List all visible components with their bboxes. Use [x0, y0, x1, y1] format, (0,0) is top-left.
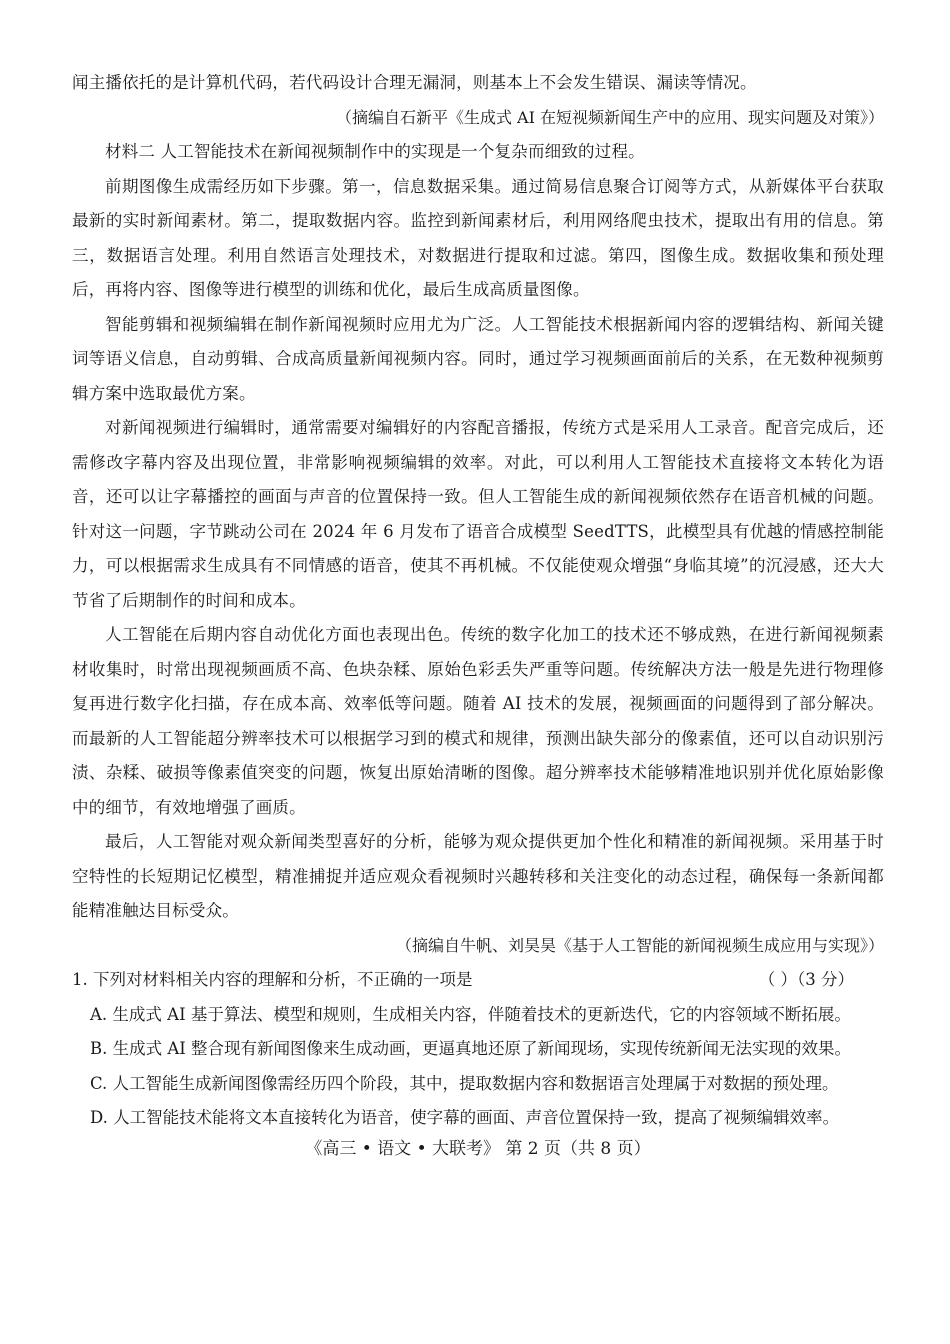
paragraph-post-optimization: 人工智能在后期内容自动优化方面也表现出色。传统的数字化加工的技术还不够成熟，在进行新闻视频素材收集时，时常出现视频画质不高、色块杂糅、原始色彩丢失严重等问题。传统解决方法一般是先进行物理修复再进行数字化扫描，存在成本高、效率低等问题。随着 AI 技术的发展，视频画面的问题得到了部分解决。而最新的人工智能超分辨率技术可以根据学习到的模式和规律，预测出缺失部分的像素值，还可以自动识别污渍、杂糅、破损等像素值突变的问题，恢复出原始清晰的图像。超分辨率技术能够精准地识别并优化原始影像中的细节，有效地增强了画质。 [72, 625, 884, 817]
option-a: A. 生成式 AI 基于算法、模型和规则，生成相关内容，伴随着技术的更新迭代，它的内容领域不断拓展。 [90, 1004, 851, 1024]
paragraph-smart-editing: 智能剪辑和视频编辑在制作新闻视频时应用尤为广泛。人工智能技术根据新闻内容的逻辑结构、新闻关键词等语义信息，自动剪辑、合成高质量新闻视频内容。同时，通过学习视频画面前后的关系，在无数种视频剪辑方案中选取最优方案。 [72, 314, 884, 403]
page-footer: 《高三 • 语文 • 大联考》 第 2 页（共 8 页） [305, 1138, 651, 1159]
option-c: C. 人工智能生成新闻图像需经历四个阶段，其中，提取数据内容和数据语言处理属于对数据的预处理。 [90, 1073, 839, 1093]
paragraph-voice-dubbing: 对新闻视频进行编辑时，通常需要对编辑好的内容配音播报，传统方式是采用人工录音。配音完成后，还需修改字幕内容及出现位置，非常影响视频编辑的效率。对此，可以利用人工智能技术直接将文本转化为语音，还可以让字幕播控的画面与声音的位置保持一致。但人工智能生成的新闻视频依然存在语音机械的问题。针对这一问题，字节跳动公司在 2024 年 6 月发布了语音合成模型 SeedTTS，此模型具有优越的情感控制能力，可以根据需求生成具有不同情感的语音，使其不再机械。不仅能使观众增强“身临其境”的沉浸感，还大大节省了后期制作的时间和成本。 [72, 418, 884, 610]
source-citation-2: （摘编自牛帆、刘昊昊《基于人工智能的新闻视频生成应用与实现》） [395, 935, 884, 955]
paragraph-image-generation: 前期图像生成需经历如下步骤。第一，信息数据采集。通过简易信息聚合订阅等方式，从新媒体平台获取最新的实时新闻素材。第二，提取数据内容。监控到新闻素材后，利用网络爬虫技术，提取出有用的信息。第三，数据语言处理。利用自然语言处理技术，对数据进行提取和过滤。第四，图像生成。数据收集和预处理后，再将内容、图像等进行模型的训练和优化，最后生成高质量图像。 [72, 176, 884, 299]
source-citation-1: （摘编自石新平《生成式 AI 在短视频新闻生产中的应用、现实问题及对策》） [335, 107, 884, 127]
paragraph-continued: 闻主播依托的是计算机代码，若代码设计合理无漏洞，则基本上不会发生错误、漏读等情况。 [72, 73, 757, 92]
material-2-title: 材料二 人工智能技术在新闻视频制作中的实现是一个复杂而细致的过程。 [105, 142, 645, 161]
question-1-text: 1. 下列对材料相关内容的理解和分析，不正确的一项是 [72, 970, 473, 989]
option-d: D. 人工智能技术能将文本直接转化为语音，使字幕的画面、声音位置保持一致，提高了视频编辑效率。 [90, 1108, 840, 1127]
paragraph-audience-analysis: 最后，人工智能对观众新闻类型喜好的分析，能够为观众提供更加个性化和精准的新闻视频。采用基于时空特性的长短期记忆模型，精准捕捉并适应观众看视频时兴趣转移和关注变化的动态过程，确保每一条新闻都能精准触达目标受众。 [72, 832, 884, 920]
question-1-answer-blank: （ ）（3 分） [758, 970, 854, 989]
question-1-stem [72, 963, 884, 998]
exam-page [72, 66, 884, 1164]
option-b: B. 生成式 AI 整合现有新闻图像来生成动画，更逼真地还原了新闻现场，实现传统新闻无法实现的效果。 [90, 1039, 852, 1058]
